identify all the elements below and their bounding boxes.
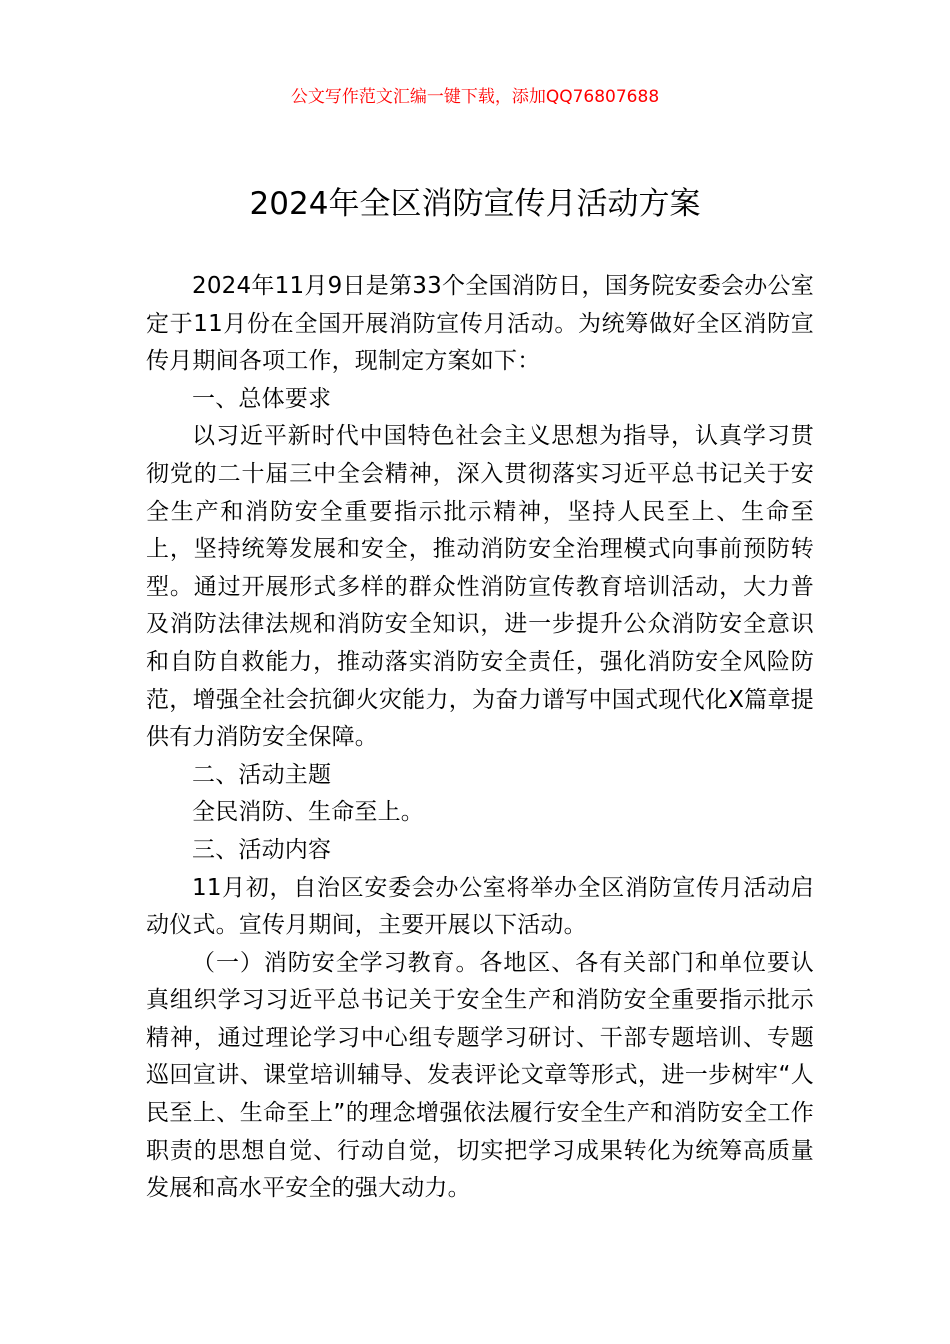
document-body bbox=[146, 268, 814, 1208]
section-heading-activity-content: 三、活动内容 bbox=[192, 836, 332, 863]
download-promo-note: 公文写作范文汇编一键下载，添加QQ76807688 bbox=[290, 87, 660, 107]
activity-content-paragraph: 11月初，自治区安委会办公室将举办全区消防宣传月活动启动仪式。宣传月期间，主要开展以下活动。 bbox=[146, 874, 814, 939]
activity-theme-paragraph: 全民消防、生命至上。 bbox=[192, 799, 424, 826]
general-requirements-paragraph: 以习近平新时代中国特色社会主义思想为指导，认真学习贯彻党的二十届三中全会精神，深入贯彻落实习近平总书记关于安全生产和消防安全重要指示批示精神，坚持人民至上、生命至上，坚持统筹发展和安全，推动消防安全治理模式向事前预防转型。通过开展形式多样的群众性消防宣传教育培训活动，大力普及消防法律法规和消防安全知识，进一步提升公众消防安全意识和自防自救能力，推动落实消防安全责任，强化消防安全风险防范，增强全社会抗御火灾能力，为奋力谱写中国式现代化X篇章提供有力消防安全保障。 bbox=[146, 423, 814, 751]
activity-item-1-paragraph: （一）消防安全学习教育。各地区、各有关部门和单位要认真组织学习习近平总书记关于安全生产和消防安全重要指示批示精神，通过理论学习中心组专题学习研讨、干部专题培训、专题巡回宣讲、课堂培训辅导、发表评论文章等形式，进一步树牢“人民至上、生命至上”的理念增强依法履行安全生产和消防安全工作职责的思想自觉、行动自觉，切实把学习成果转化为统筹高质量发展和高水平安全的强大动力。 bbox=[146, 949, 814, 1202]
document-title: 2024年全区消防宣传月活动方案 bbox=[249, 186, 701, 222]
section-heading-general-requirements: 一、总体要求 bbox=[192, 385, 332, 412]
intro-paragraph: 2024年11月9日是第33个全国消防日，国务院安委会办公室定于11月份在全国开展消防宣传月活动。为统筹做好全区消防宣传月期间各项工作，现制定方案如下： bbox=[146, 273, 814, 375]
section-heading-activity-theme: 二、活动主题 bbox=[192, 761, 332, 788]
